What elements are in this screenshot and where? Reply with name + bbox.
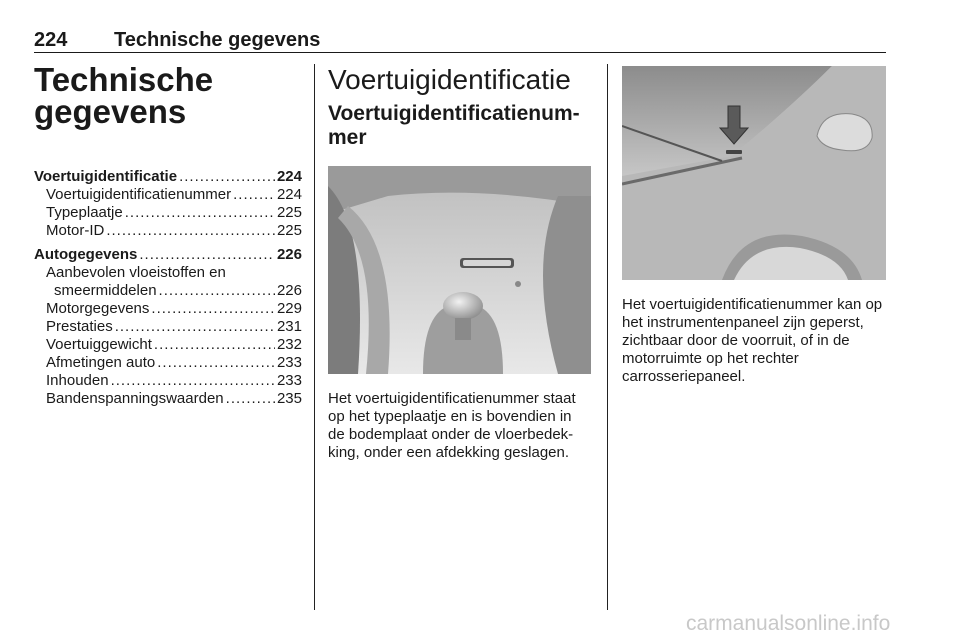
toc-entry-vloeistoffen-line1[interactable]: Aanbevolen vloeistoffen en (46, 264, 226, 281)
toc-label: Typeplaatje (46, 204, 123, 221)
gear-knob (443, 292, 483, 320)
toc-page: 224 (276, 186, 302, 203)
column-divider-2 (607, 64, 608, 610)
interior-floor-photo (328, 166, 591, 374)
subsection-title (328, 102, 591, 150)
toc-page: 226 (276, 282, 302, 299)
toc-leader (106, 222, 275, 240)
toc-entry-autogegevens[interactable] (34, 246, 302, 264)
toc-leader (159, 282, 275, 300)
right-column (622, 64, 886, 401)
toc-entry-bandenspanning[interactable] (34, 390, 302, 408)
toc-leader (125, 204, 275, 222)
toc-label: smeermiddelen (54, 282, 157, 299)
toc-leader (139, 246, 275, 264)
toc-entry-afmetingen[interactable] (34, 354, 302, 372)
watermark: carmanualsonline.info (686, 612, 891, 635)
toc-page: 233 (276, 354, 302, 371)
toc-entry-voertuigidentificatie[interactable] (34, 168, 302, 186)
header-title: Technische gegevens (114, 29, 321, 51)
toc-label: Inhouden (46, 372, 109, 389)
toc-page: 229 (276, 300, 302, 317)
toc-page: 225 (276, 222, 302, 239)
toc-page: 224 (276, 168, 302, 185)
toc-group-autogegevens (34, 246, 302, 408)
toc-page: 232 (276, 336, 302, 353)
toc-leader (151, 300, 275, 318)
toc-leader (179, 168, 275, 186)
toc-leader (111, 372, 275, 390)
toc-label: Bandenspanningswaarden (46, 390, 224, 407)
windshield-vin-photo (622, 66, 886, 280)
subsection-title-line1: Voertuigidentificatienum- (328, 102, 580, 125)
paragraph-vin-location: Het voertuigidentificatienummer staat op het typeplaatje en is bovendien in de bodemplaat onder de vloerbedek-king, onder een afdekking geslagen. (328, 390, 576, 461)
toc-leader (154, 336, 275, 354)
toc-label: Motorgegevens (46, 300, 150, 317)
page-header (34, 28, 886, 53)
toc-page: 235 (276, 390, 302, 407)
paragraph-vin-dashboard: Het voertuigidentificatienummer kan op het instrumentenpaneel zijn geperst, zichtbaar door de voorruit, of in de motorruimte op het rechter carrosseriepaneel. (622, 296, 883, 385)
subsection-title-line2: mer (328, 126, 367, 149)
toc-page: 225 (276, 204, 302, 221)
chapter-title-line2: gegevens (34, 93, 187, 130)
toc-label: Afmetingen auto (46, 354, 156, 371)
toc-leader (226, 390, 275, 408)
toc-page: 226 (276, 246, 302, 263)
section-column (328, 64, 591, 477)
toc-leader (115, 318, 275, 336)
toc-page: 233 (276, 372, 302, 389)
toc-entry-motor-id[interactable] (34, 222, 302, 240)
chapter-title-line1: Technische (34, 61, 214, 98)
toc-page: 231 (276, 318, 302, 335)
toc-entry-prestaties[interactable] (34, 318, 302, 336)
toc-entry-inhouden[interactable] (34, 372, 302, 390)
column-divider-1 (314, 64, 315, 610)
vin-plate (463, 260, 511, 266)
toc-leader (157, 354, 275, 372)
toc-entry-typeplaatje[interactable] (34, 204, 302, 222)
table-of-contents (34, 168, 302, 408)
page-number: 224 (34, 29, 68, 51)
section-title: Voertuigidentificatie (328, 64, 571, 95)
vin-plate (726, 150, 742, 154)
toc-label: Motor-ID (46, 222, 105, 239)
toc-entry-motorgegevens[interactable] (34, 300, 302, 318)
toc-label: Autogegevens (34, 246, 138, 263)
toc-leader (233, 186, 275, 204)
toc-entry-vin[interactable] (34, 186, 302, 204)
toc-group-voertuigidentificatie (34, 168, 302, 240)
toc-label: Prestaties (46, 318, 113, 335)
toc-entry-vloeistoffen-line2[interactable] (34, 282, 302, 300)
toc-column (34, 61, 302, 414)
toc-entry-voertuiggewicht[interactable] (34, 336, 302, 354)
toc-label: Voertuiggewicht (46, 336, 152, 353)
chapter-title (34, 61, 302, 130)
toc-label: Voertuigidentificatienummer (46, 186, 232, 203)
toc-label: Voertuigidentificatie (34, 168, 178, 185)
